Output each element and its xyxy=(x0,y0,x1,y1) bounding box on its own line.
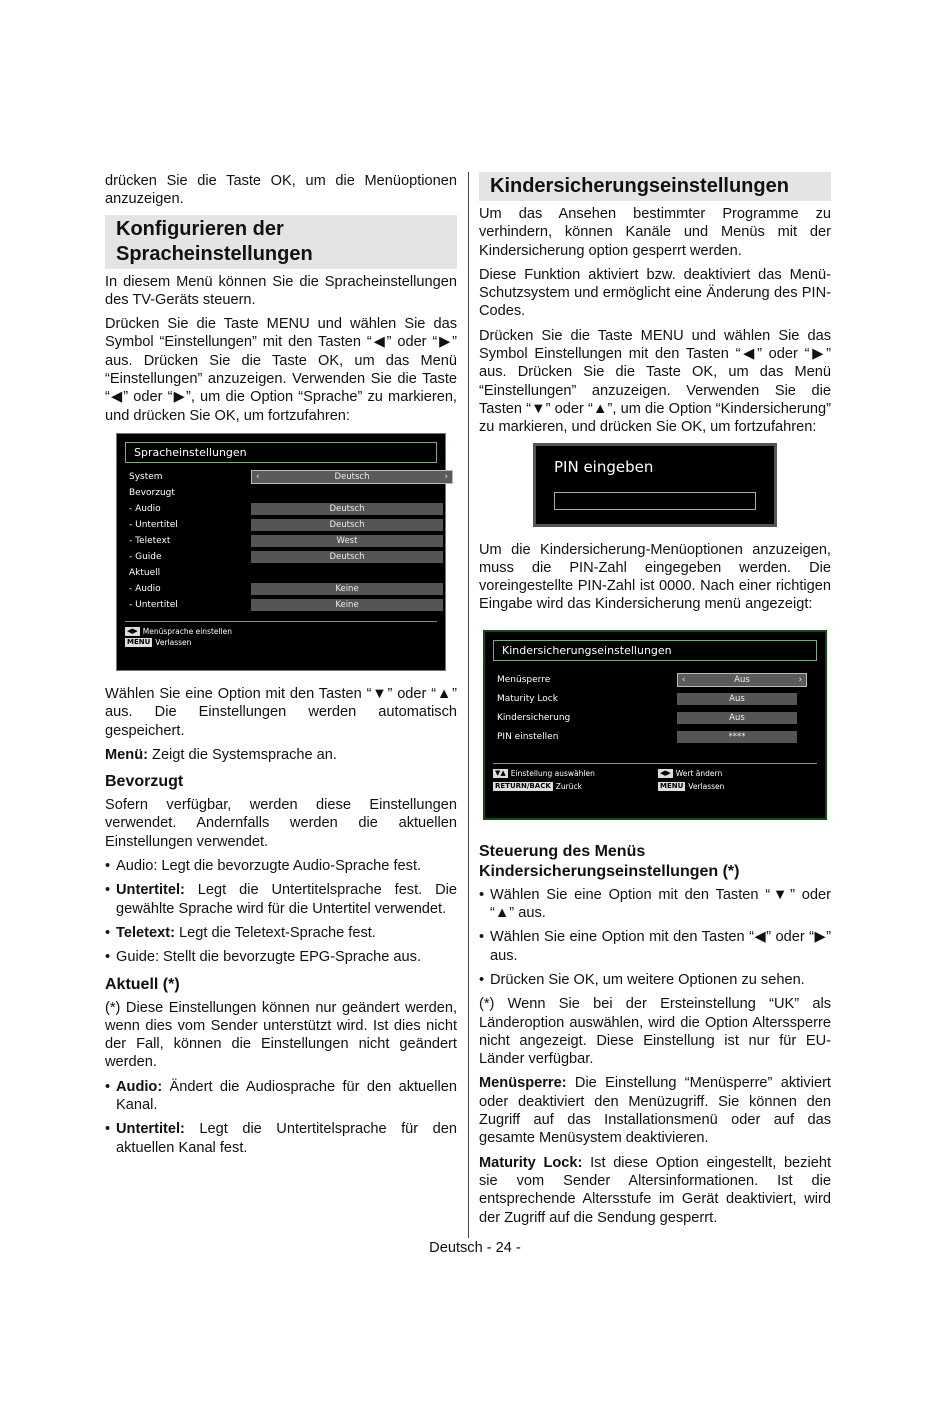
menu-text: Zeigt die Systemsprache an. xyxy=(147,746,337,763)
key-hint-text: Wert ändern xyxy=(675,768,723,778)
left-column xyxy=(105,172,457,1163)
bullet-text: Legt die Untertitelsprache fest. Die gewählte Sprache wird für die Untertitel verwendet. xyxy=(116,882,457,917)
bullet-list-current xyxy=(105,1078,457,1157)
menu-row[interactable] xyxy=(125,517,437,533)
subheading-current: Aktuell (*) xyxy=(105,975,180,993)
paragraph: Drücken Sie die Taste MENU und wählen Sie das Symbol Einstellungen mit den Tasten “◀” oder “▶” aus. Drücken Sie die Taste OK, um das Menü “Einstellungen” anzuzeigen. Verwenden Sie die Tasten “▼” oder “▲”, um die Option “Kindersicherung” zu markieren, und drücken Sie OK, um fortzufahren: xyxy=(479,327,831,436)
right-column xyxy=(479,172,831,1233)
menu-row[interactable] xyxy=(125,549,437,565)
menu-row-label: Aktuell xyxy=(129,567,161,578)
menu-row-value xyxy=(251,567,443,579)
bullet-list-controls xyxy=(479,886,831,989)
menu-row[interactable] xyxy=(125,501,437,517)
key-hint xyxy=(658,768,817,779)
list-item: • Wählen Sie eine Option mit den Tasten “▼” oder “▲” aus. xyxy=(479,886,831,923)
pin-input[interactable] xyxy=(554,492,756,510)
bullet-text: Audio: Legt die bevorzugte Audio-Sprache fest. xyxy=(116,858,422,875)
menu-row-label: Kindersicherung xyxy=(497,713,571,724)
menu-row[interactable] xyxy=(493,728,817,747)
list-item xyxy=(105,881,457,918)
menu-lock-text: Die Einstellung “Menüsperre” aktiviert oder deaktiviert den Menüzugriff. Sie können den Zugriff auf das Installationsmenü oder auf das gesamte Menüsystem deaktivieren. xyxy=(479,1075,831,1147)
paragraph-menu-lock xyxy=(479,1074,831,1147)
list-item xyxy=(105,1078,457,1115)
intro-text: drücken Sie die Taste OK, um die Menüoptionen anzuzeigen. xyxy=(105,173,457,208)
chevron-left-icon[interactable]: ‹ xyxy=(682,675,686,686)
menu-row[interactable] xyxy=(125,533,437,549)
menu-lock-label: Menüsperre: xyxy=(479,1075,567,1092)
screen-separator xyxy=(125,621,437,622)
paragraph: In diesem Menü können Sie die Spracheinstellungen des TV-Geräts steuern. xyxy=(105,273,457,308)
list-item xyxy=(105,1120,457,1157)
screen-separator xyxy=(493,763,817,764)
menu-row-value: **** xyxy=(677,731,797,743)
paragraph: Diese Funktion aktiviert bzw. deaktiviert das Menü-Schutzsystem und ermöglicht eine Änderung des PIN-Codes. xyxy=(479,266,831,320)
subheading-preferred: Bevorzugt xyxy=(105,773,184,791)
paragraph: Um die Kindersicherung-Menüoptionen anzuzeigen, muss die PIN-Zahl eingegeben werden. Die voreingestellte PIN-Zahl ist 0000. Nach einer richtigen Eingabe wird das Kindersicherung menü angezeigt: xyxy=(479,541,831,613)
parental-settings-screen xyxy=(483,630,827,820)
remote-key-icon: ◀▶ xyxy=(660,768,671,777)
paragraph: Wählen Sie eine Option mit den Tasten “▼” oder “▲” aus. Die Einstellungen werden automatisch gespeichert. xyxy=(105,685,457,739)
menu-row-label: - Untertitel xyxy=(129,599,178,610)
menu-row-label: - Audio xyxy=(129,583,161,594)
menu-row-value xyxy=(251,470,453,484)
paragraph: (*) Wenn Sie bei der Ersteinstellung “UK” als Länderoption auswählen, wird die Option Alterssperre nicht angezeigt. Diese Einstellung ist nur für EU-Länder verfügbar. xyxy=(479,996,831,1068)
screen-title: Kindersicherungseinstellungen xyxy=(493,640,817,661)
bullet-text: Ändert die Audiosprache für den aktuellen Kanal. xyxy=(116,1078,457,1114)
key-hint xyxy=(125,626,437,637)
maturity-lock-label: Maturity Lock: xyxy=(479,1154,583,1171)
menu-row-label: PIN einstellen xyxy=(497,732,559,743)
pin-title: PIN eingeben xyxy=(554,457,654,476)
page-footer: Deutsch - 24 - xyxy=(429,1240,521,1256)
menu-row-value: Aus xyxy=(677,693,797,705)
remote-key-icon: MENU xyxy=(127,637,151,646)
list-item xyxy=(105,948,457,966)
key-hint-text: Verlassen xyxy=(155,637,192,647)
menu-row-value: Keine xyxy=(251,583,443,595)
menu-row-value: Keine xyxy=(251,599,443,611)
remote-key-icon: ▼▲ xyxy=(495,768,506,777)
menu-row[interactable] xyxy=(125,597,437,613)
remote-key-icon: ◀▶ xyxy=(127,626,138,635)
remote-key-icon: RETURN/BACK xyxy=(495,781,551,790)
menu-row-label: Menüsperre xyxy=(497,675,551,686)
menu-row-value xyxy=(251,487,443,499)
bullet-text: Guide: Stellt die bevorzugte EPG-Sprache aus. xyxy=(116,949,422,966)
menu-row-value: West xyxy=(251,535,443,547)
menu-row-value xyxy=(677,673,807,687)
key-hint-text: Menüsprache einstellen xyxy=(142,626,233,636)
subheading-menu-control: Steuerung des Menüs Kindersicherungseinstellungen (*) xyxy=(479,842,740,880)
bullet-text: Legt die Untertitelsprache für den aktuellen Kanal fest. xyxy=(116,1121,457,1156)
key-hint-text: Zurück xyxy=(555,781,582,791)
menu-row[interactable] xyxy=(125,581,437,597)
paragraph: (*) Diese Einstellungen können nur geändert werden, wenn dies vom Sender unterstützt wird. Ist dies nicht der Fall, können die Einstellungen nicht geändert werden. xyxy=(105,999,457,1071)
menu-row-label: - Guide xyxy=(129,551,162,562)
pin-entry-screen xyxy=(533,443,777,527)
paragraph-maturity-lock xyxy=(479,1154,831,1227)
menu-row[interactable] xyxy=(125,565,437,581)
menu-row-label: Bevorzugt xyxy=(129,487,175,498)
heading-language-settings: Konfigurieren der Spracheinstellungen xyxy=(105,215,457,269)
key-hint xyxy=(658,781,817,792)
menu-label: Menü: xyxy=(105,746,148,763)
list-item: • Drücken Sie OK, um weitere Optionen zu sehen. xyxy=(479,971,831,989)
menu-row-label: - Teletext xyxy=(129,535,171,546)
menu-row[interactable] xyxy=(493,690,817,709)
menu-row-value: Deutsch xyxy=(251,551,443,563)
paragraph-menu xyxy=(105,746,457,764)
remote-key-icon: MENU xyxy=(660,781,684,790)
bullet-label: Untertitel: xyxy=(116,1121,185,1138)
menu-row[interactable] xyxy=(493,709,817,728)
screen-title: Spracheinstellungen xyxy=(125,442,437,463)
menu-row-label: System xyxy=(129,471,163,482)
key-hint-text: Verlassen xyxy=(688,781,725,791)
menu-row-value: Deutsch xyxy=(251,519,443,531)
heading-parental-control: Kindersicherungseinstellungen xyxy=(479,172,831,201)
chevron-right-icon[interactable]: › xyxy=(798,675,802,686)
list-item: • Wählen Sie eine Option mit den Tasten “◀” oder “▶” aus. xyxy=(479,928,831,965)
key-hint xyxy=(493,768,652,779)
key-hint xyxy=(125,637,437,648)
menu-row-label: - Untertitel xyxy=(129,519,178,530)
chevron-right-icon[interactable]: › xyxy=(444,471,448,482)
paragraph: Sofern verfügbar, werden diese Einstellungen verwendet. Andernfalls werden die aktuellen Einstellungen verwendet. xyxy=(105,797,457,850)
bullet-text: Legt die Teletext-Sprache fest. xyxy=(174,924,376,941)
menu-row[interactable] xyxy=(125,485,437,501)
menu-row-label: Maturity Lock xyxy=(497,694,558,705)
menu-row-value-text: Deutsch xyxy=(334,471,370,482)
menu-row[interactable] xyxy=(125,469,448,485)
list-item xyxy=(105,924,457,942)
menu-row-value-text: Aus xyxy=(734,675,750,686)
menu-row[interactable] xyxy=(493,671,817,690)
maturity-lock-text: Ist diese Option eingestellt, bezieht sie vom Sender Altersinformationen. Ist die entsprechende Altersstufe im Gerät deaktiviert, wird der Zugriff auf die Sendung gesperrt. xyxy=(479,1154,831,1226)
list-item xyxy=(105,857,457,875)
language-settings-screen xyxy=(116,433,446,671)
bullet-label: Untertitel: xyxy=(116,882,185,899)
menu-row-label: - Audio xyxy=(129,503,161,514)
menu-row-value: Deutsch xyxy=(251,503,443,515)
menu-row-value: Aus xyxy=(677,712,797,724)
paragraph: Drücken Sie die Taste MENU und wählen Sie das Symbol “Einstellungen” mit den Tasten “◀” oder “▶” aus. Drücken Sie die Taste OK, um das Menü “Einstellungen” anzuzeigen. Verwenden Sie die Taste “◀” oder “▶”, um die Option “Sprache” zu markieren, und drücken Sie OK, um fortzufahren: xyxy=(105,316,457,424)
key-hint-text: Einstellung auswählen xyxy=(510,768,595,778)
bullet-list-preferred xyxy=(105,857,457,966)
bullet-label: Teletext: xyxy=(116,924,175,941)
chevron-left-icon[interactable]: ‹ xyxy=(256,471,260,482)
column-divider xyxy=(468,172,469,1238)
key-hint xyxy=(493,781,652,792)
bullet-label: Audio: xyxy=(116,1078,163,1095)
paragraph: Um das Ansehen bestimmter Programme zu verhindern, können Kanäle und Menüs mit der Kindersicherung option gesperrt werden. xyxy=(479,206,831,259)
